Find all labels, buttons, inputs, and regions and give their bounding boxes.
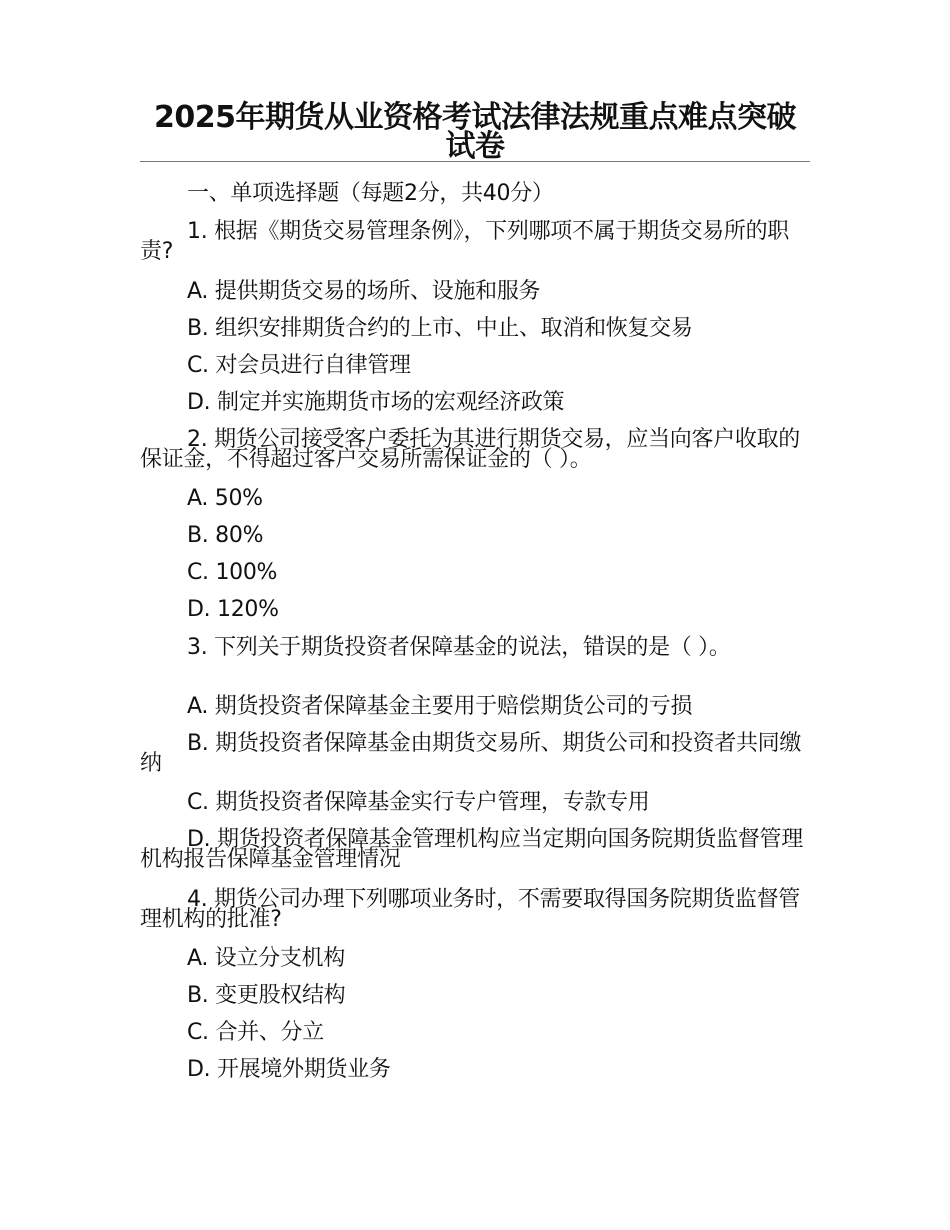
question-3-option-b: B. 期货投资者保障基金由期货交易所、期货公司和投资者共同缴纳 (140, 731, 802, 776)
question-2-option-c: C. 100% (187, 560, 278, 585)
question-4-option-b: B. 变更股权结构 (187, 983, 346, 1008)
question-1-option-b: B. 组织安排期货合约的上市、中止、取消和恢复交易 (187, 316, 693, 341)
question-stem-2: 2. 期货公司接受客户委托为其进行期货交易，应当向客户收取的保证金，不得超过客户交易所需保证金的（ ）。 (140, 427, 800, 472)
question-1-option-a: A. 提供期货交易的场所、设施和服务 (187, 279, 541, 304)
question-3-option-a: A. 期货投资者保障基金主要用于赔偿期货公司的亏损 (187, 694, 693, 719)
question-stem-3: 3. 下列关于期货投资者保障基金的说法，错误的是（ ）。 (187, 635, 731, 660)
question-1-option-d: D. 制定并实施期货市场的宏观经济政策 (187, 390, 565, 415)
title-underline (140, 161, 810, 162)
section-heading: 一、单项选择题（每题2分，共40分） (187, 181, 554, 206)
question-stem-4: 4. 期货公司办理下列哪项业务时，不需要取得国务院期货监督管理机构的批准? (140, 887, 800, 932)
question-3-option-c: C. 期货投资者保障基金实行专户管理，专款专用 (187, 790, 650, 815)
question-3-option-d: D. 期货投资者保障基金管理机构应当定期向国务院期货监督管理机构报告保障基金管理情况 (140, 827, 803, 872)
document-title: 2025年期货从业资格考试法律法规重点难点突破试卷 (154, 100, 796, 164)
question-2-option-b: B. 80% (187, 523, 264, 548)
question-4-option-a: A. 设立分支机构 (187, 946, 345, 971)
question-2-option-d: D. 120% (187, 597, 279, 622)
question-1-option-c: C. 对会员进行自律管理 (187, 353, 411, 378)
question-4-option-d: D. 开展境外期货业务 (187, 1057, 391, 1082)
question-4-option-c: C. 合并、分立 (187, 1020, 324, 1045)
question-stem-1: 1. 根据《期货交易管理条例》，下列哪项不属于期货交易所的职责? (140, 219, 789, 264)
question-2-option-a: A. 50% (187, 486, 263, 511)
